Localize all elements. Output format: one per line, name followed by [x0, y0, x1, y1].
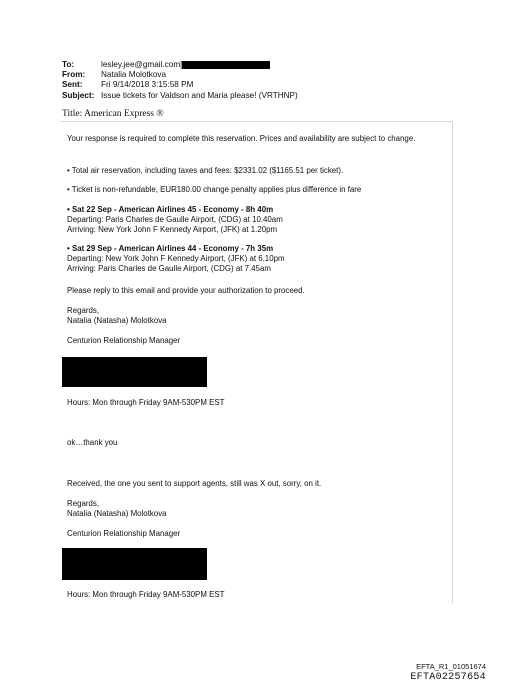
- role-2: Centurion Relationship Manager: [67, 529, 181, 538]
- hours-1: Hours: Mon through Friday 9AM-530PM EST: [67, 398, 225, 407]
- flight1-arrive: Arriving: New York John F Kennedy Airport, (JFK) at 1.20pm: [67, 225, 278, 234]
- subject-label: Subject:: [62, 90, 95, 100]
- redaction-bar: [182, 61, 270, 69]
- from-row: [62, 70, 298, 80]
- flight1-depart: Departing: Paris Charles de Gaulle Airport, (CDG) at 10.40am: [67, 215, 283, 224]
- total-bullet: • Total air reservation, including taxes and fees: $2331.02 ($1165.51 per ticket).: [67, 166, 344, 175]
- received-text: Received, the one you sent to support agents, still was X out, sorry, on it.: [67, 479, 322, 488]
- sent-value: Fri 9/14/2018 3:15:58 PM: [101, 80, 194, 90]
- signature-2: Natalia (Natasha) Molotkova: [67, 509, 167, 518]
- to-row: [62, 60, 298, 70]
- sent-row: [62, 80, 298, 90]
- reply-request: Please reply to this email and provide your authorization to proceed.: [67, 286, 305, 295]
- signature-1: Natalia (Natasha) Molotkova: [67, 316, 167, 325]
- ticket-bullet: • Ticket is non-refundable, EUR180.00 change penalty applies plus difference in fare: [67, 185, 362, 194]
- document-title: Title: American Express ®: [62, 109, 164, 119]
- sent-label: Sent:: [62, 80, 83, 90]
- from-value: Natalia Molotkova: [101, 70, 167, 80]
- to-label: To:: [62, 60, 75, 69]
- regards-1: Regards,: [67, 306, 100, 315]
- intro-text: Your response is required to complete this reservation. Prices and availability are subject to change.: [67, 134, 416, 143]
- flight2-arrive: Arriving: Paris Charles de Gaulle Airport, (CDG) at 7.45am: [67, 264, 271, 273]
- flight1-title: • Sat 22 Sep - American Airlines 45 - Economy - 8h 40m: [67, 205, 274, 214]
- flight2-depart: Departing: New York John F Kennedy Airport, (JFK) at 6.10pm: [67, 254, 285, 263]
- email-header: [62, 60, 298, 101]
- redaction-block-1: [62, 357, 207, 387]
- redaction-block-2: [62, 548, 207, 580]
- to-value: lesley.jee@gmail.com[: [101, 60, 183, 69]
- subject-value: Issue tickets for Valdson and Maria please! (VRTHNP): [101, 90, 298, 100]
- regards-2: Regards,: [67, 499, 100, 508]
- ok-reply: ok…thank you: [67, 438, 118, 447]
- footer-doc-id: EFTA_R1_01051674: [416, 662, 486, 671]
- subject-row: [62, 91, 298, 101]
- role-1: Centurion Relationship Manager: [67, 336, 181, 345]
- hours-2: Hours: Mon through Friday 9AM-530PM EST: [67, 590, 225, 599]
- footer-efta-id: EFTA02257654: [410, 672, 486, 683]
- flight2-title: • Sat 29 Sep - American Airlines 44 - Economy - 7h 35m: [67, 244, 274, 253]
- from-label: From:: [62, 70, 86, 80]
